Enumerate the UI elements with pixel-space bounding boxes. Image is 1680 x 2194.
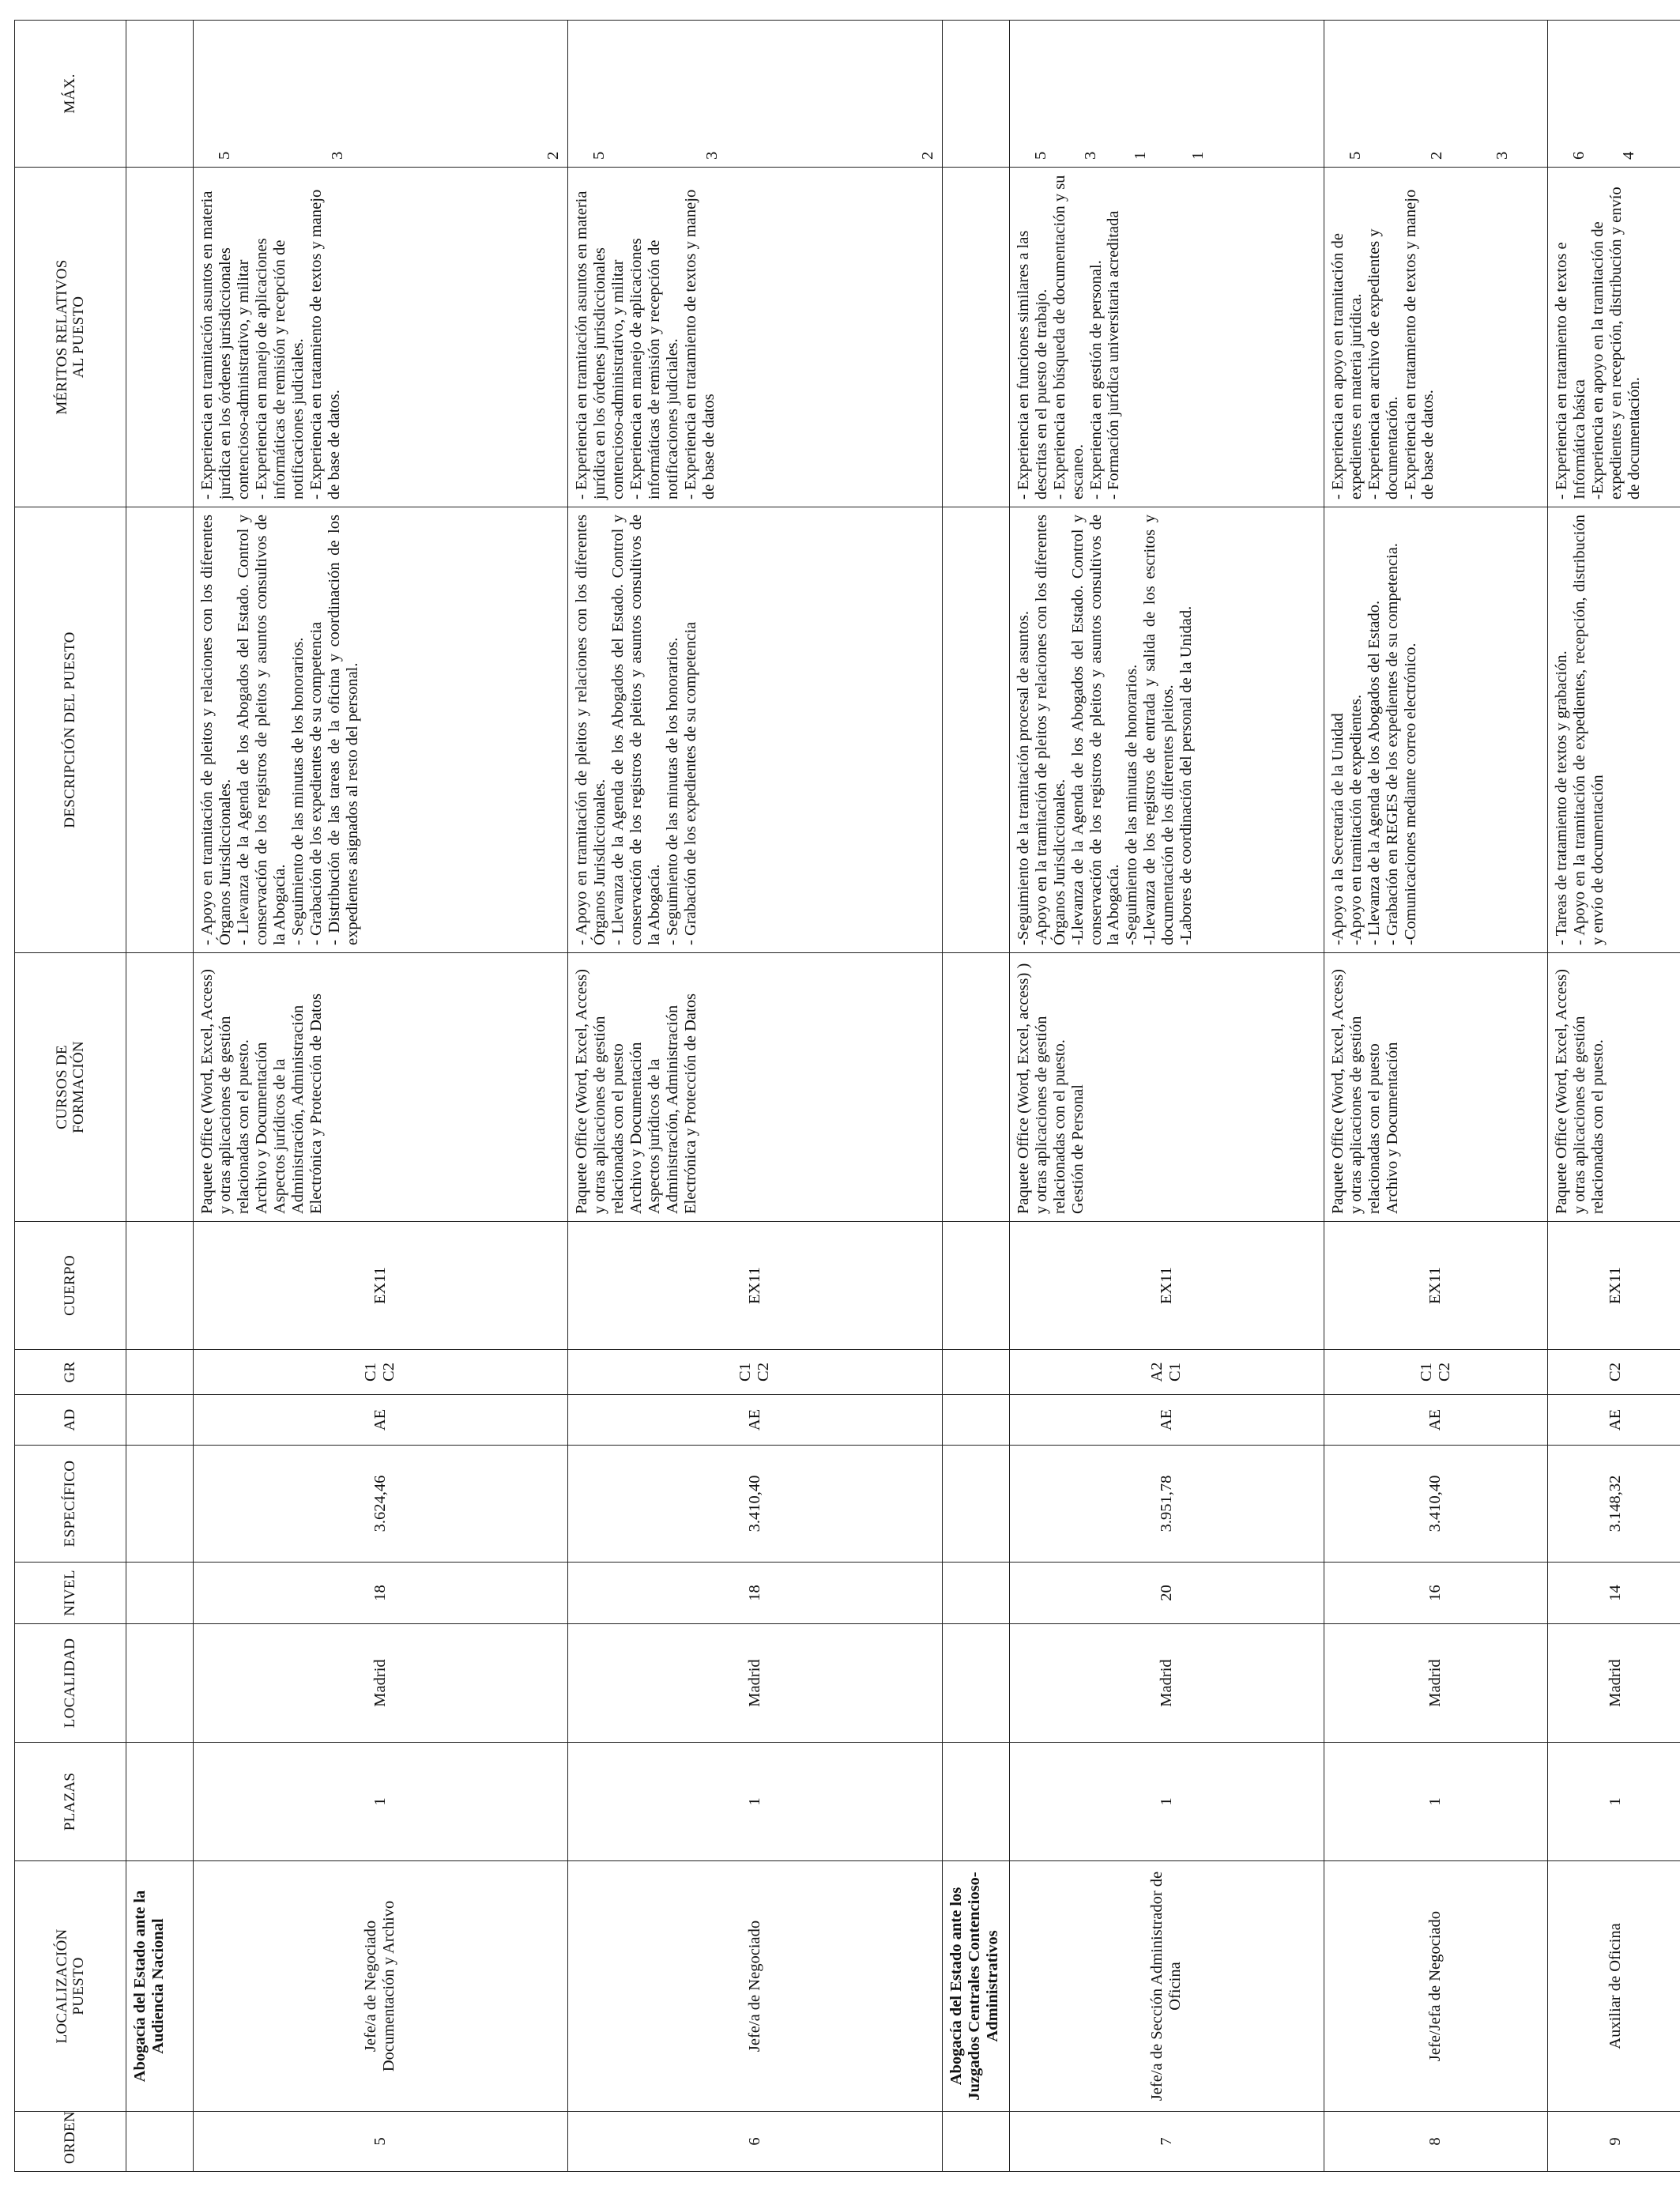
group-juzgados-centrales — [1009, 21, 1680, 2172]
cursos-item: Paquete Office (Word, Excel, access) ) y otras aplicaciones de gestión relacionadas con el puesto. — [1014, 963, 1068, 1214]
max-item: 6 — [1569, 151, 1588, 160]
position-row — [1009, 21, 1324, 2172]
plazas-cell: 1 — [194, 1743, 568, 1861]
meritos-item: - Experiencia en gestión de personal. — [1087, 260, 1105, 499]
cuerpo-cell: EX11 — [1547, 1222, 1680, 1350]
cursos-item: Aspectos jurídicos de la Administración, Administración Electrónica y Protección de Datos — [645, 993, 699, 1214]
position-row — [194, 21, 568, 2172]
plazas-cell: 1 — [1324, 1743, 1547, 1861]
descripcion-item: - Tareas de tratamiento de textos y grabación. — [1552, 650, 1570, 945]
empty-cell — [942, 168, 1009, 507]
header-plazas: PLAZAS — [15, 1743, 126, 1861]
header-descripcion: DESCRIPCIÓN DEL PUESTO — [15, 507, 126, 953]
meritos-item: - Experiencia en búsqueda de documentación y su escaneo. — [1050, 175, 1087, 499]
localidad-cell: Madrid — [194, 1624, 568, 1743]
empty-cell — [126, 507, 194, 953]
especifico-cell: 3.410,40 — [1324, 1446, 1547, 1563]
gr-cell — [1009, 1350, 1324, 1395]
meritos-cell — [1009, 168, 1324, 507]
ad-cell: AE — [567, 1395, 942, 1446]
header-cuerpo: CUERPO — [15, 1222, 126, 1350]
empty-cell — [942, 953, 1009, 1222]
header-cursos-line: CURSOS DE — [53, 1045, 70, 1129]
empty-cell — [942, 2112, 1009, 2172]
descripcion-item: - Apoyo en la tramitación de expedientes, recepción, distribución y envío de documentación — [1570, 515, 1607, 945]
cursos-item: Paquete Office (Word, Excel, Access) y otras aplicaciones de gestión relacionadas con el puesto — [1328, 969, 1383, 1214]
max-item: 1 — [1188, 151, 1207, 160]
meritos-item: - Experiencia en tratamiento de textos y manejo de base de datos. — [1401, 189, 1437, 499]
nivel-cell: 18 — [567, 1563, 942, 1624]
max-item: 2 — [544, 151, 562, 160]
gr-cell — [194, 1350, 568, 1395]
descripcion-item: -Seguimiento de las minutas de honorarios. — [1123, 664, 1141, 945]
empty-cell — [942, 1624, 1009, 1743]
max-cell — [1324, 21, 1547, 168]
descripcion-item: - Apoyo en tramitación de pleitos y relaciones con los diferentes Órganos Jurisdiccionales. — [198, 515, 234, 945]
descripcion-item: -Llevanza de la Agenda de los Abogados del Estado. Control y conservación de los registros de pleitos y asuntos consultivos de la Abogacía. — [1068, 515, 1123, 945]
max-item: 5 — [590, 151, 608, 160]
descripcion-item: -Comunicaciones mediante correo electrónico. — [1401, 643, 1419, 945]
gr-item: C1 — [736, 1363, 755, 1382]
descripcion-item: - Llevanza de la Agenda de los Abogados del Estado. Control y conservación de los registros de pleitos y asuntos consultivos de la Abogacía. — [234, 515, 288, 945]
cursos-cell — [1009, 953, 1324, 1222]
meritos-cell — [194, 168, 568, 507]
unit-name: Abogacía del Estado ante los Juzgados Centrales Contencioso-Administrativos — [942, 1861, 1009, 2112]
descripcion-item: - Seguimiento de las minutas de los honorarios. — [663, 637, 681, 945]
especifico-cell: 3.951,78 — [1009, 1446, 1324, 1563]
gr-item: C2 — [380, 1363, 398, 1382]
cursos-item: Gestión de Personal — [1068, 1084, 1087, 1214]
orden-cell: 6 — [567, 2112, 942, 2172]
descripcion-item: -Seguimiento de la tramitación procesal de asuntos. — [1014, 611, 1032, 945]
descripcion-cell — [1547, 507, 1680, 953]
header-especifico: ESPECÍFICO — [15, 1446, 126, 1563]
cursos-item: Archivo y Documentación — [1383, 1042, 1401, 1214]
ad-cell: AE — [1547, 1395, 1680, 1446]
descripcion-item: - Grabación en REGES de los expedientes de su competencia. — [1383, 543, 1401, 945]
header-meritos — [15, 168, 126, 507]
plazas-cell: 1 — [1009, 1743, 1324, 1861]
especifico-cell: 3.410,40 — [567, 1446, 942, 1563]
empty-cell — [126, 1446, 194, 1563]
descripcion-cell — [567, 507, 942, 953]
empty-cell — [942, 1446, 1009, 1563]
header-localidad: LOCALIDAD — [15, 1624, 126, 1743]
header-cursos-line: FORMACIÓN — [70, 1041, 87, 1133]
empty-cell — [942, 1395, 1009, 1446]
meritos-cell — [1547, 168, 1680, 507]
plazas-cell: 1 — [567, 1743, 942, 1861]
descripcion-item: - Apoyo en tramitación de pleitos y relaciones con los diferentes Órganos Jurisdiccionales. — [572, 515, 608, 945]
descripcion-item: -Apoyo en tramitación de expedientes. — [1347, 694, 1365, 945]
descripcion-item: - Grabación de los expedientes de su competencia — [681, 621, 699, 945]
especifico-cell: 3.148,32 — [1547, 1446, 1680, 1563]
descripcion-item: -Apoyo en la tramitación de pleitos y relaciones con los diferentes Órganos Jurisdiccionales. — [1032, 515, 1068, 945]
cuerpo-cell: EX11 — [567, 1222, 942, 1350]
empty-cell — [126, 1395, 194, 1446]
descripcion-item: -Labores de coordinación del personal de la Unidad. — [1177, 605, 1196, 945]
gr-item: C2 — [755, 1363, 773, 1382]
descripcion-cell — [1009, 507, 1324, 953]
cursos-cell — [1324, 953, 1547, 1222]
max-item: 3 — [703, 151, 721, 160]
empty-cell — [942, 1222, 1009, 1350]
puesto-cell: Jefe/Jefa de Negociado — [1324, 1861, 1547, 2112]
cursos-item: Paquete Office (Word, Excel, Access) y otras aplicaciones de gestión relacionadas con el puesto — [572, 969, 627, 1214]
empty-cell — [126, 1624, 194, 1743]
header-localizacion — [15, 1861, 126, 2112]
header-cursos — [15, 953, 126, 1222]
gr-cell — [1547, 1350, 1680, 1395]
empty-cell — [126, 21, 194, 168]
max-item: 1 — [1131, 151, 1149, 160]
meritos-item: - Formación jurídica universitaria acreditada — [1105, 210, 1123, 499]
empty-cell — [126, 168, 194, 507]
orden-cell: 9 — [1547, 2112, 1680, 2172]
empty-cell — [126, 2112, 194, 2172]
meritos-item: - Experiencia en tramitación asuntos en materia jurídica en los órdenes jurisdiccionales contencioso-administrativo, y militar — [198, 190, 252, 499]
empty-cell — [126, 1350, 194, 1395]
header-row — [15, 21, 126, 2172]
cuerpo-cell: EX11 — [194, 1222, 568, 1350]
localidad-cell: Madrid — [1009, 1624, 1324, 1743]
max-item: 2 — [1427, 151, 1445, 160]
gr-item: C2 — [1435, 1363, 1453, 1382]
header-localizacion-line: LOCALIZACIÓN — [53, 1928, 70, 2044]
meritos-item: - Experiencia en tratamiento de textos e Informática básica — [1552, 242, 1588, 499]
descripcion-item: - Seguimiento de las minutas de los honorarios. — [288, 637, 307, 945]
header-max: MÁX. — [15, 21, 126, 168]
positions-table — [14, 20, 1680, 2172]
orden-cell: 7 — [1009, 2112, 1324, 2172]
max-item: 3 — [1081, 151, 1099, 160]
header-nivel: NIVEL — [15, 1563, 126, 1624]
cursos-cell — [1547, 953, 1680, 1222]
unit-row — [126, 21, 194, 2172]
max-item: 5 — [1346, 151, 1364, 160]
meritos-cell — [1324, 168, 1547, 507]
header-localizacion-line: PUESTO — [70, 1957, 87, 2015]
descripcion-item: -Apoyo a la Secretaría de la Unidad — [1328, 713, 1347, 945]
unit-name: Abogacía del Estado ante la Audiencia Nacional — [126, 1861, 194, 2112]
max-cell — [1547, 21, 1680, 168]
ad-cell: AE — [194, 1395, 568, 1446]
cursos-item: Archivo y Documentación — [252, 1042, 270, 1214]
orden-cell: 8 — [1324, 2112, 1547, 2172]
descripcion-item: -Llevanza de los registros de entrada y salida de los escritos y documentación de los diferentes pleitos. — [1141, 515, 1177, 945]
meritos-item: - Experiencia en archivo de expedientes y documentación. — [1365, 228, 1401, 499]
cursos-cell — [194, 953, 568, 1222]
plazas-cell: 1 — [1547, 1743, 1680, 1861]
meritos-item: - Experiencia en tratamiento de textos y manejo de base de datos. — [307, 189, 343, 499]
empty-cell — [942, 507, 1009, 953]
nivel-cell: 14 — [1547, 1563, 1680, 1624]
max-item: 4 — [1619, 151, 1637, 160]
position-row — [1324, 21, 1547, 2172]
gr-item: A2 — [1148, 1362, 1166, 1382]
ad-cell: AE — [1324, 1395, 1547, 1446]
meritos-item: - Experiencia en tratamiento de textos y manejo de base de datos — [681, 189, 718, 499]
meritos-cell — [567, 168, 942, 507]
especifico-cell: 3.624,46 — [194, 1446, 568, 1563]
header-ad: AD — [15, 1395, 126, 1446]
empty-cell — [942, 21, 1009, 168]
empty-cell — [126, 1222, 194, 1350]
max-item: 5 — [1031, 151, 1049, 160]
descripcion-item: - Grabación de los expedientes de su competencia — [307, 621, 325, 945]
nivel-cell: 16 — [1324, 1563, 1547, 1624]
descripcion-item: - Distribución de las tareas de la oficina y coordinación de los expedientes asignados al resto del personal. — [325, 515, 361, 945]
empty-cell — [126, 953, 194, 1222]
empty-cell — [942, 1563, 1009, 1624]
max-cell — [567, 21, 942, 168]
descripcion-cell — [1324, 507, 1547, 953]
max-item: 3 — [1493, 151, 1511, 160]
header-meritos-line: MÉRITOS RELATIVOS — [53, 259, 70, 415]
header-orden: ORDEN — [15, 2112, 126, 2172]
empty-cell — [126, 1563, 194, 1624]
meritos-item: - Experiencia en apoyo en tramitación de expedientes en materia jurídica. — [1328, 233, 1365, 499]
puesto-cell: Jefe/a de Negociado — [567, 1861, 942, 2112]
position-row — [567, 21, 942, 2172]
descripcion-cell — [194, 507, 568, 953]
puesto-cell: Jefe/a de Negociado Documentación y Archivo — [194, 1861, 568, 2112]
max-cell — [1009, 21, 1324, 168]
ad-cell: AE — [1009, 1395, 1324, 1446]
empty-cell — [942, 1350, 1009, 1395]
localidad-cell: Madrid — [567, 1624, 942, 1743]
gr-item: C2 — [1607, 1363, 1625, 1382]
gr-item: C1 — [1417, 1363, 1435, 1382]
empty-cell — [126, 1743, 194, 1861]
cursos-item: Aspectos jurídicos de la Administración, Administración Electrónica y Protección de Datos — [270, 993, 325, 1214]
group-audiencia-nacional — [194, 21, 943, 2172]
nivel-cell: 20 — [1009, 1563, 1324, 1624]
unit-row — [942, 21, 1009, 2172]
localidad-cell: Madrid — [1547, 1624, 1680, 1743]
puesto-cell: Jefe/a de Sección Administrador de Oficina — [1009, 1861, 1324, 2112]
max-cell — [194, 21, 568, 168]
header-meritos-line: AL PUESTO — [70, 296, 87, 379]
descripcion-item: - Llevanza de la Agenda de los Abogados del Estado. Control y conservación de los registros de pleitos y asuntos consultivos de la Abogacía. — [608, 515, 663, 945]
meritos-item: - Experiencia en tramitación asuntos en materia jurídica en los órdenes jurisdiccionales contencioso-administrativo, y militar — [572, 190, 627, 499]
meritos-item: -Experiencia en apoyo en la tramitación de expedientes y en recepción, distribución y envío de documentación. — [1588, 187, 1643, 499]
meritos-item: - Experiencia en funciones similares a las descritas en el puesto de trabajo. — [1014, 230, 1050, 499]
gr-cell — [1324, 1350, 1547, 1395]
gr-item: C1 — [1166, 1363, 1185, 1382]
descripcion-item: - Llevanza de la Agenda de los Abogados del Estado. — [1365, 600, 1383, 945]
puesto-cell: Auxiliar de Oficina — [1547, 1861, 1680, 2112]
cursos-cell — [567, 953, 942, 1222]
meritos-item: - Experiencia en manejo de aplicaciones informáticas de remisión y recepción de notificaciones judiciales. — [627, 238, 681, 499]
gr-cell — [567, 1350, 942, 1395]
cuerpo-cell: EX11 — [1324, 1222, 1547, 1350]
cursos-item: Archivo y Documentación — [627, 1042, 645, 1214]
meritos-item: - Experiencia en manejo de aplicaciones informáticas de remisión y recepción de notificaciones judiciales. — [252, 238, 307, 499]
cursos-item: Paquete Office (Word, Excel, Access) y otras aplicaciones de gestión relacionadas con el puesto. — [1552, 969, 1607, 1214]
cursos-item: Paquete Office (Word, Excel, Access) y otras aplicaciones de gestión relacionadas con el puesto. — [198, 969, 252, 1214]
gr-item: C1 — [362, 1363, 380, 1382]
orden-cell: 5 — [194, 2112, 568, 2172]
position-row — [1547, 21, 1680, 2172]
cuerpo-cell: EX11 — [1009, 1222, 1324, 1350]
max-item: 2 — [918, 151, 936, 160]
max-item: 5 — [216, 151, 233, 160]
nivel-cell: 18 — [194, 1563, 568, 1624]
header-gr: GR — [15, 1350, 126, 1395]
localidad-cell: Madrid — [1324, 1624, 1547, 1743]
max-item: 3 — [328, 151, 346, 160]
empty-cell — [942, 1743, 1009, 1861]
